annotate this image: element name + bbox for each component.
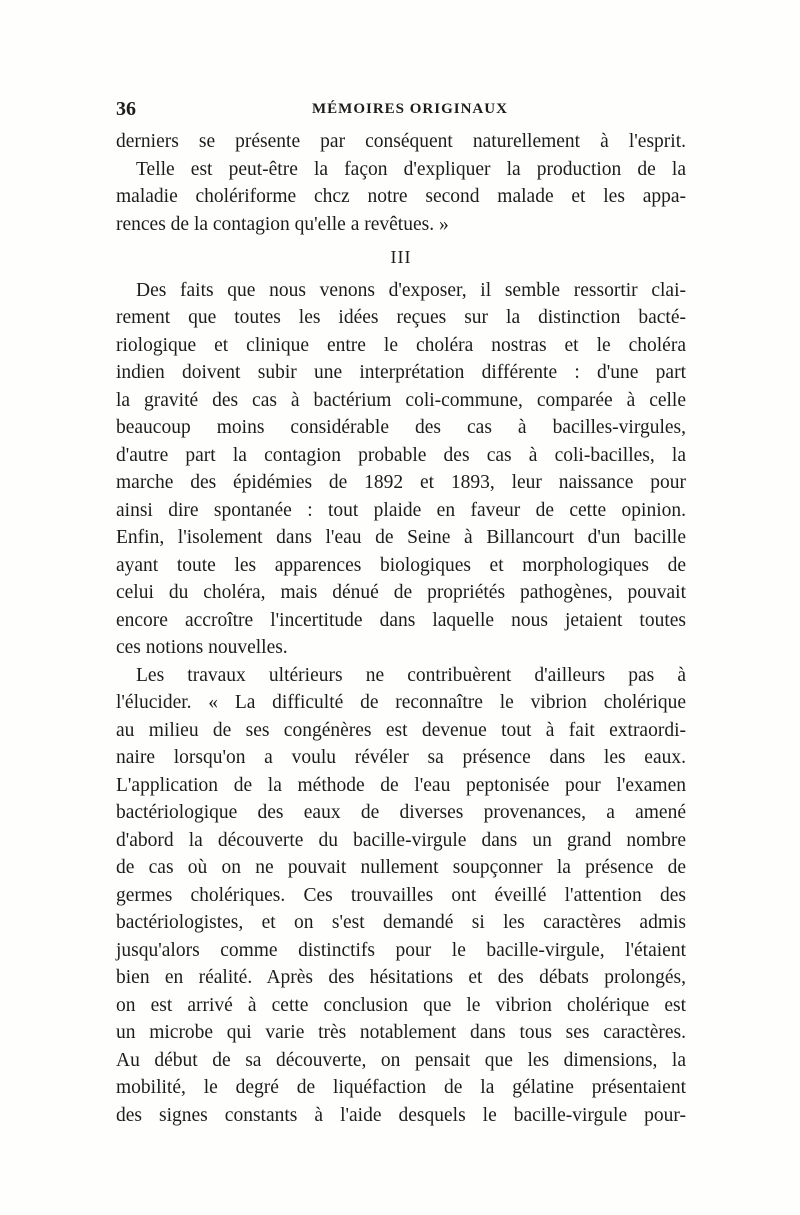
text-line: on est arrivé à cette conclusion que le vibrion cholérique est <box>116 994 686 1016</box>
text-line: bien en réalité. Après des hésitations et des débats prolongés, <box>116 967 686 988</box>
text-line: au milieu de ses congénères est devenue tout à fait extraordi- <box>116 719 686 741</box>
text-line: l'élucider. « La difficulté de reconnaître le vibrion cholérique <box>116 692 686 713</box>
text-line: ayant toute les apparences biologiques et morphologiques de <box>116 554 686 576</box>
text-line: derniers se présente par conséquent naturellement à l'esprit. <box>116 131 686 152</box>
text-line: mobilité, le degré de liquéfaction de la gélatine présentaient <box>116 1077 686 1098</box>
text-line: jusqu'alors comme distinctifs pour le bacille-virgule, l'étaient <box>116 939 686 961</box>
page-number: 36 <box>116 98 136 120</box>
text-line: bactériologique des eaux de diverses provenances, a amené <box>116 802 686 823</box>
text-line: maladie cholériforme chcz notre second malade et les appa- <box>116 186 686 207</box>
text-line: Des faits que nous venons d'exposer, il semble ressortir clai- <box>136 279 686 301</box>
text-line: ainsi dire spontanée : tout plaide en faveur de cette opinion. <box>116 499 686 521</box>
text-line: beaucoup moins considérable des cas à bacilles-virgules, <box>116 417 686 438</box>
text-line: rences de la contagion qu'elle a revêtues. » <box>116 213 449 235</box>
text-line: bactériologistes, et on s'est demandé si les caractères admis <box>116 912 686 933</box>
text-line: ces notions nouvelles. <box>116 637 288 658</box>
text-line: rement que toutes les idées reçues sur la distinction bacté- <box>116 307 686 328</box>
running-head: MÉMOIRES ORIGINAUX <box>312 101 508 117</box>
body-text <box>116 128 686 1129</box>
text-line: celui du choléra, mais dénué de propriétés pathogènes, pouvait <box>116 582 686 603</box>
page-header <box>116 98 686 124</box>
text-line: d'abord la découverte du bacille-virgule dans un grand nombre <box>116 829 686 851</box>
text-line: germes cholériques. Ces trouvailles ont éveillé l'attention des <box>116 884 686 906</box>
text-line: L'application de la méthode de l'eau peptonisée pour l'examen <box>116 774 686 796</box>
text-line: Les travaux ultérieurs ne contribuèrent d'ailleurs pas à <box>136 664 686 686</box>
text-line: marche des épidémies de 1892 et 1893, leur naissance pour <box>116 472 686 493</box>
section-heading: III <box>390 247 412 267</box>
text-line: encore accroître l'incertitude dans laquelle nous jetaient toutes <box>116 609 686 631</box>
text-line: naire lorsqu'on a voulu révéler sa présence dans les eaux. <box>116 747 686 768</box>
text-line: d'autre part la contagion probable des cas à coli-bacilles, la <box>116 444 686 466</box>
text-line: de cas où on ne pouvait nullement soupçonner la présence de <box>116 857 686 878</box>
text-line: la gravité des cas à bactérium coli-commune, comparée à celle <box>116 389 686 411</box>
text-line: Enfin, l'isolement dans l'eau de Seine à Billancourt d'un bacille <box>116 527 686 548</box>
text-line: Telle est peut-être la façon d'expliquer la production de la <box>136 158 686 180</box>
text-line: un microbe qui varie très notablement dans tous ses caractères. <box>116 1022 686 1043</box>
text-line: indien doivent subir une interprétation différente : d'une part <box>116 362 686 383</box>
text-line: des signes constants à l'aide desquels le bacille-virgule pour- <box>116 1104 686 1126</box>
text-line: Au début de sa découverte, on pensait que les dimensions, la <box>116 1049 686 1071</box>
text-line: riologique et clinique entre le choléra nostras et le choléra <box>116 334 686 356</box>
